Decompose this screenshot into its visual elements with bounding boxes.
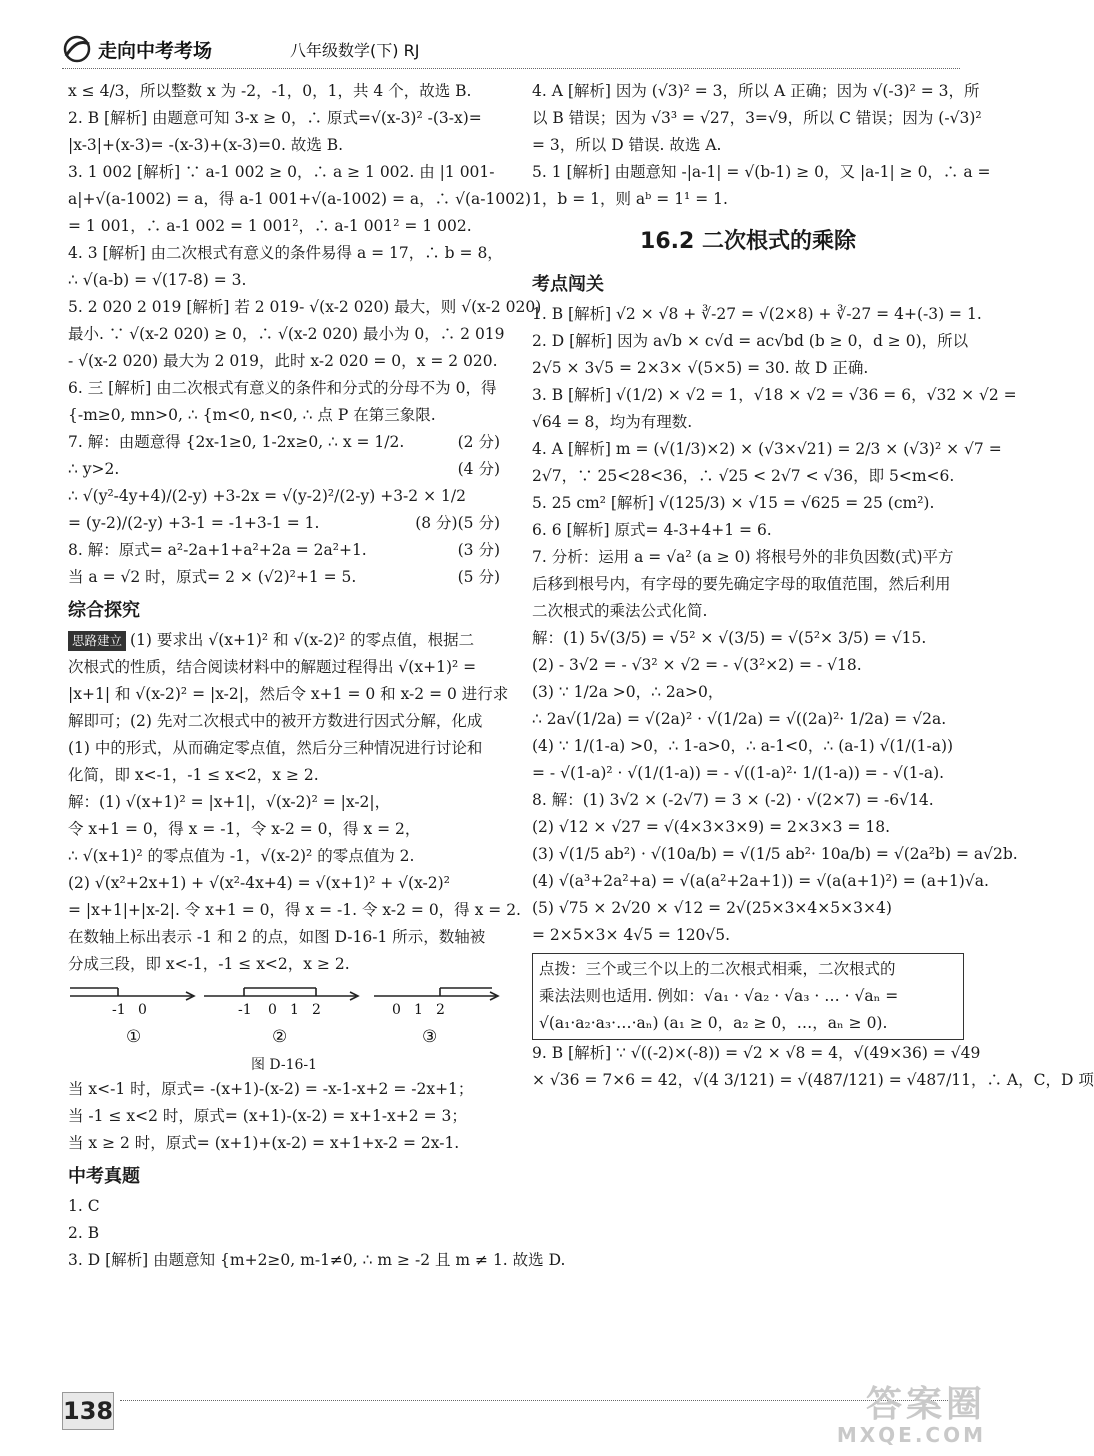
answer-line: (2) √12 × √27 = √(4×3×3×9) = 2×3×3 = 18. [532,818,891,836]
tip-line: 乘法法则也适用. 例如：√a₁ · √a₂ · √a₃ · … · √aₙ = [539,987,899,1005]
step-text: 当 a = √2 时，原式= 2 × (√2)²+1 = 5. [68,568,357,586]
answer-line: 后移到根号内，有字母的要先确定字母的取值范围，然后利用 [532,575,951,593]
answer-line: (4) ∵ 1/(1-a) >0，∴ 1-a>0，∴ a-1<0，∴ (a-1) √(1/(1-a)) [532,737,954,755]
answer-line: = 3，所以 D 错误. 故选 A. [532,136,722,154]
answer-line: a|+√(a-1002) = a，得 a-1 001+√(a-1002) = a，∴ √(a-1002) [68,190,531,208]
answer-line: = 2×5×3× 4√5 = 120√5. [532,926,731,944]
silu-line-first [68,627,500,654]
answer-line: {-m≥0, mn>0, ∴ {m<0, n<0, ∴ 点 P 在第三象限. [68,406,436,424]
answer-line: = 1 001，∴ a-1 002 = 1 001²，∴ a-1 001² = 1 002. [68,217,472,235]
solution-step [68,537,500,564]
tip-box [532,953,964,1040]
answer-line: 3. 1 002 [解析] ∵ a-1 002 ≥ 0，∴ a ≥ 1 002. 由 |1 001- [68,163,495,181]
right-answers-end [532,1040,1094,1094]
silu-line: 在数轴上标出表示 -1 和 2 的点，如图 D-16-1 所示，数轴被 [68,928,486,946]
answer-line: 最小. ∵ √(x-2 020) ≥ 0，∴ √(x-2 020) 最小为 0，∴ 2 019 [68,325,505,343]
answer-line: = - √(1-a)² · √(1/(1-a)) = - √((1-a)²· 1/(1-a)) = - √(1-a). [532,764,945,782]
brand-title: 走向中考考场 [98,40,213,62]
solution-step [68,510,500,537]
logo-icon [62,34,92,64]
score-points: (8 分) [415,514,458,532]
section-heading-zhongkao: 中考真题 [68,1166,140,1187]
answer-line: 6. 三 [解析] 由二次根式有意义的条件和分式的分母不为 0，得 [68,379,497,397]
silu-line: |x+1| 和 √(x-2)² = |x-2|，然后令 x+1 = 0 和 x-2 = 0 进行求 [68,685,509,703]
silu-line: (2) √(x²+2x+1) + √(x²-4x+4) = √(x+1)² + √(x-2)² [68,874,450,892]
book-subtitle: 八年级数学(下) RJ [290,41,420,60]
number-line-figure [68,984,500,1054]
step-text: ∴ √(y²-4y+4)/(2-y) +3-2x = √(y-2)²/(2-y) +3-2 × 1/2 [68,487,466,505]
answer-line: x ≤ 4/3，所以整数 x 为 -2，-1，0，1，共 4 个，故选 B. [68,82,472,100]
right-answers-top [532,78,991,213]
answer-line: 4. A [解析] m = (√(1/3)×2) × (√3×√21) = 2/3 × (√3)² × √7 = [532,440,1002,458]
answer-line: 4. A [解析] 因为 (√3)² = 3，所以 A 正确；因为 √(-3)² = 3，所 [532,82,980,100]
answer-line: 解：(1) 5√(3/5) = √5² × √(3/5) = √(5²× 3/5) = √15. [532,629,927,647]
tip-line: √(a₁·a₂·a₃·…·aₙ) (a₁ ≥ 0，a₂ ≥ 0，…，aₙ ≥ 0). [539,1014,888,1032]
answer-line: 1，b = 1，则 aᵇ = 1¹ = 1. [532,190,728,208]
nl1-label-a: -1 [112,1002,126,1018]
section-heading-kaodian: 考点闯关 [532,274,604,295]
answer-line: (2) - 3√2 = - √3² × √2 = - √(3²×2) = - √18. [532,656,862,674]
tip-line: 点拨：三个或三个以上的二次根式相乘，二次根式的 [539,960,896,978]
answer-line: (4) √(a³+2a²+a) = √(a(a²+2a+1)) = √(a(a+1)²) = (a+1)√a. [532,872,989,890]
step-text: = (y-2)/(2-y) +3-1 = -1+3-1 = 1. [68,514,320,532]
answer-line: ∴ 2a√(1/2a) = √(2a)² · √(1/2a) = √((2a)²· 1/2a) = √2a. [532,710,947,728]
answer-line: √64 = 8，均为有理数. [532,413,693,431]
case-line: 当 -1 ≤ x<2 时，原式= (x+1)-(x-2) = x+1-x+2 = 3； [68,1107,467,1125]
solution-step [68,456,500,483]
step-text: 7. 解：由题意得 {2x-1≥0, 1-2x≥0, ∴ x = 1/2. [68,433,405,451]
answer-line: - √(x-2 020) 最大为 2 019，此时 x-2 020 = 0，x = 2 020. [68,352,498,370]
silu-solution [68,654,521,978]
case-line: 当 x ≥ 2 时，原式= (x+1)+(x-2) = x+1+x-2 = 2x-1. [68,1134,460,1152]
zhongkao-answer-line: 3. D [解析] 由题意知 {m+2≥0, m-1≠0, ∴ m ≥ -2 且 m ≠ 1. 故选 D. [68,1251,566,1269]
nl1-label-b: 0 [138,1002,147,1018]
score-points: (3 分) [457,541,500,559]
case-analysis [68,1076,500,1157]
silu-line: = |x+1|+|x-2|. 令 x+1 = 0，得 x = -1. 令 x-2 = 0，得 x = 2. [68,901,521,919]
nl3-label-c: 2 [436,1002,445,1018]
case-line: 当 x<-1 时，原式= -(x+1)-(x-2) = -x-1-x+2 = -2x+1； [68,1080,474,1098]
answer-line: 以 B 错误；因为 √3³ = √27，3=√9，所以 C 错误；因为 (-√3)² [532,109,982,127]
nl2-label-c: 1 [290,1002,299,1018]
question-7-8-solution [68,429,500,591]
silu-line: (1) 中的形式，从而确定零点值，然后分三种情况进行讨论和 [68,739,483,757]
watermark-text: 答案圈 [865,1384,986,1425]
answer-line: 4. 3 [解析] 由二次根式有意义的条件易得 a = 17，∴ b = 8， [68,244,503,262]
answer-line: 5. 2 020 2 019 [解析] 若 2 019- √(x-2 020) 最大，则 √(x-2 020) [68,298,542,316]
number-line-svg [68,984,500,1054]
zhongkao-answer-line: 2. B [68,1224,100,1242]
silu-line: 分成三段，即 x<-1，-1 ≤ x<2，x ≥ 2. [68,955,350,973]
answer-line: 5. 25 cm² [解析] √(125/3) × √15 = √625 = 25 (cm²). [532,494,935,512]
answer-line: ∴ √(a-b) = √(17-8) = 3. [68,271,247,289]
score-points: (4 分) [457,460,500,478]
score-points: (2 分) [457,433,500,451]
left-answers [68,78,542,429]
answer-line: 8. 解：(1) 3√2 × (-2√7) = 3 × (-2) · √(2×7) = -6√14. [532,791,934,809]
answer-line: |x-3|+(x-3)= -(x-3)+(x-3)=0. 故选 B. [68,136,344,154]
step-text: ∴ y>2. [68,460,120,478]
right-column [532,78,1094,1094]
watermark-url: MXQE.COM [836,1423,986,1447]
header-divider [62,68,960,69]
zhongkao-answer-line: 1. C [68,1197,100,1215]
nl2-mark: ② [272,1027,288,1047]
zhongkao-answers [68,1193,566,1274]
silu-line: (1) 要求出 √(x+1)² 和 √(x-2)² 的零点值，根据二 [130,631,475,649]
nl2-label-d: 2 [312,1002,321,1018]
answer-line: 7. 分析：运用 a = √a² (a ≥ 0) 将根号外的非负因数(式)平方 [532,548,954,566]
nl3-label-a: 0 [392,1002,401,1018]
nl3-mark: ③ [422,1027,438,1047]
solution-step [68,429,500,456]
answer-line: (5) √75 × 2√20 × √12 = 2√(25×3×4×5×3×4) [532,899,892,917]
section-title: 16.2 二次根式的乘除 [640,229,856,254]
answer-line: 1. B [解析] √2 × √8 + ∛-27 = √(2×8) + ∛-27 = 4+(-3) = 1. [532,305,982,323]
nl2-label-b: 0 [268,1002,277,1018]
right-answers [532,301,1018,949]
nl1-mark: ① [126,1027,142,1047]
silu-line: 化简，即 x<-1，-1 ≤ x<2，x ≥ 2. [68,766,319,784]
answer-line: 6. 6 [解析] 原式= 4-3+4+1 = 6. [532,521,772,539]
silu-line: 解：(1) √(x+1)² = |x+1|，√(x-2)² = |x-2|， [68,793,391,811]
answer-line: 3. B [解析] √(1/2) × √2 = 1，√18 × √2 = √36 = 6，√32 × √2 = [532,386,1017,404]
step-text: 8. 解：原式= a²-2a+1+a²+2a = 2a²+1. [68,541,367,559]
score-points: (5 分) [457,514,500,532]
answer-line: 2√5 × 3√5 = 2×3× √(5×5) = 30. 故 D 正确. [532,359,869,377]
solution-step [68,564,500,591]
nl2-label-a: -1 [238,1002,252,1018]
page-header [62,32,960,66]
silu-line: 解即可；(2) 先对二次根式中的被开方数进行因式分解，化成 [68,712,483,730]
silu-line: ∴ √(x+1)² 的零点值为 -1，√(x-2)² 的零点值为 2. [68,847,415,865]
answer-line: × √36 = 7×6 = 42，√(4 3/121) = √(487/121) = √487/11，∴ A，C，D 项 [532,1071,1094,1089]
figure-caption: 图 D-16-1 [250,1057,318,1073]
silu-line: 次根式的性质，结合阅读材料中的解题过程得出 √(x+1)² = [68,658,477,676]
score-points: (5 分) [457,568,500,586]
answer-line: 2. D [解析] 因为 a√b × c√d = ac√bd (b ≥ 0，d ≥ 0)，所以 [532,332,969,350]
answer-line: 5. 1 [解析] 由题意知 -|a-1| = √(b-1) ≥ 0，又 |a-1| ≥ 0，∴ a = [532,163,991,181]
answer-line: (3) √(1/5 ab²) · √(10a/b) = √(1/5 ab²· 10a/b) = √(2a²b) = a√2b. [532,845,1018,863]
page-number: 138 [62,1392,114,1430]
answer-line: 2. B [解析] 由题意可知 3-x ≥ 0，∴ 原式=√(x-3)² -(3-x)= [68,109,482,127]
section-heading-zonghe: 综合探究 [68,600,140,621]
silu-tag: 思路建立 [68,631,126,651]
watermark-logo [796,1386,986,1448]
answer-line: 2√7，∵ 25<28<36，∴ √25 < 2√7 < √36，即 5<m<6. [532,467,955,485]
answer-line: (3) ∵ 1/2a >0，∴ 2a>0， [532,683,724,701]
nl3-label-b: 1 [414,1002,423,1018]
answer-line: 9. B [解析] ∵ √((-2)×(-8)) = √2 × √8 = 4，√(49×36) = √49 [532,1044,981,1062]
left-column [68,78,566,1274]
silu-line: 令 x+1 = 0，得 x = -1，令 x-2 = 0，得 x = 2， [68,820,421,838]
tip-lines [539,956,957,1037]
answer-line: 二次根式的乘法公式化简. [532,602,708,620]
